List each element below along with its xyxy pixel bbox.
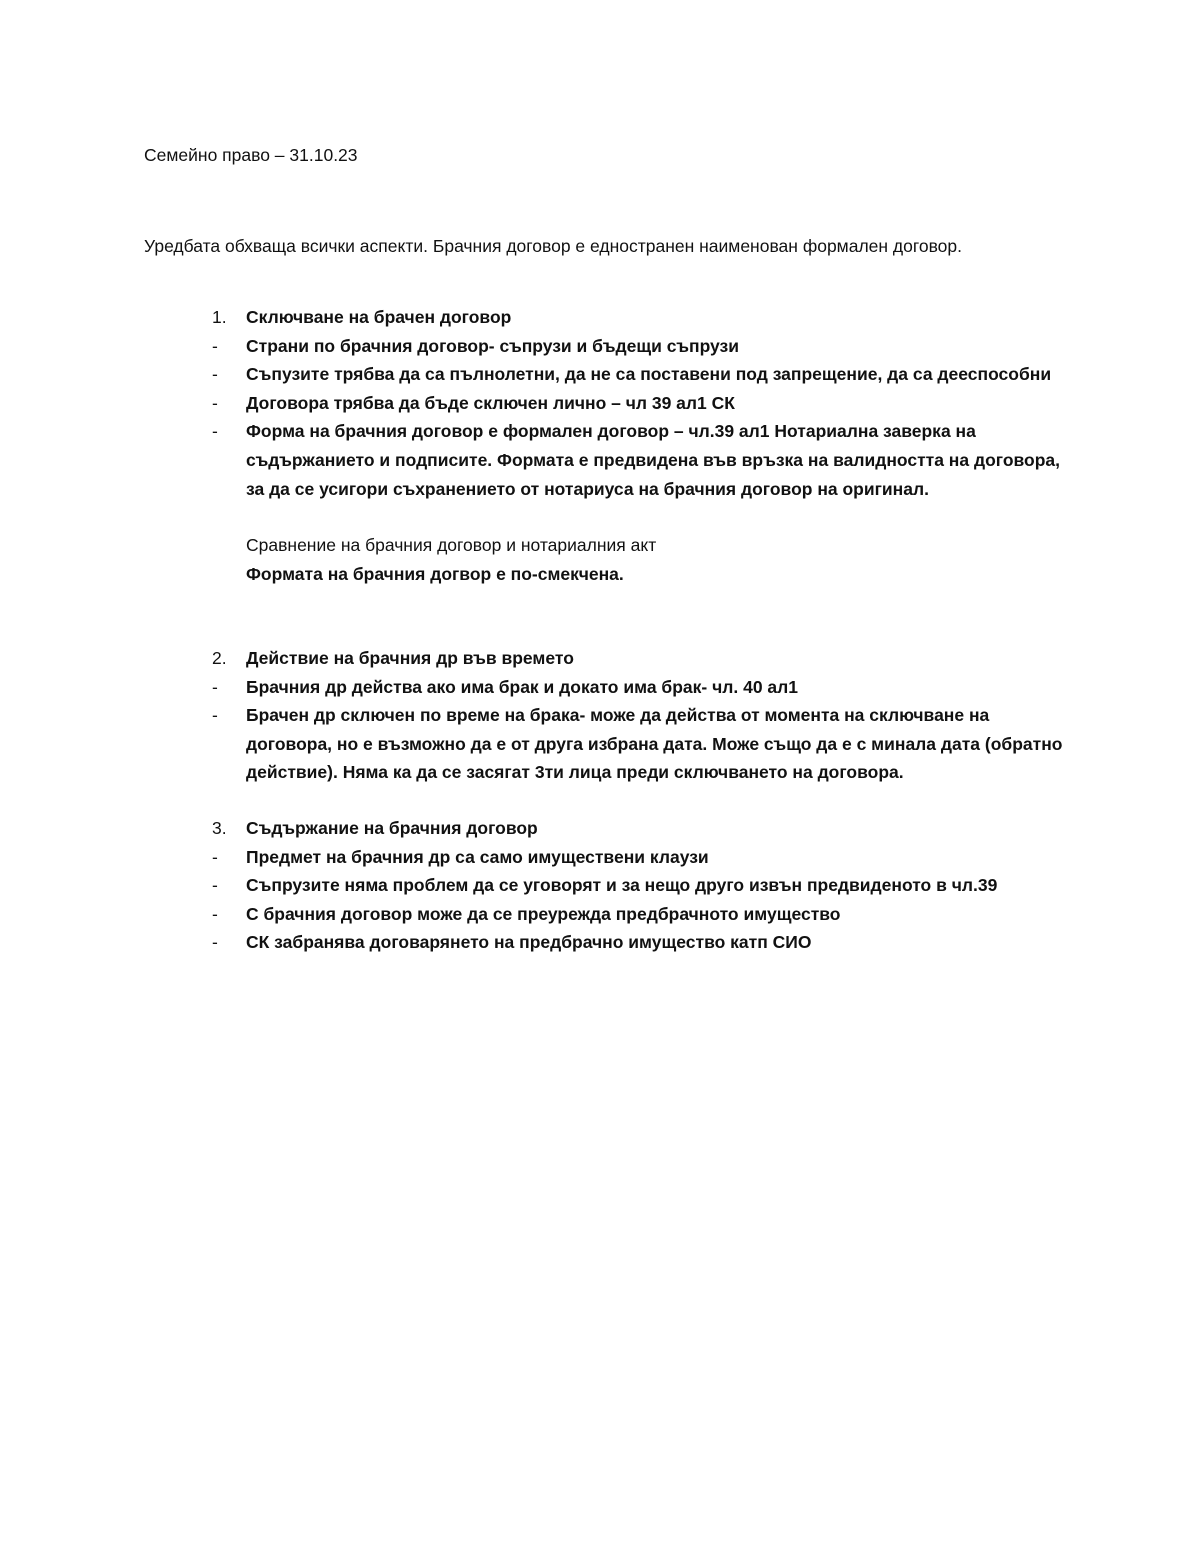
- section-heading-text: Съдържание на брачния договор: [246, 818, 538, 838]
- list-number: 3.: [212, 818, 227, 838]
- bullet-marker: -: [212, 335, 218, 356]
- section-3: [212, 814, 1072, 957]
- list-item-text: С брачния договор може да се преурежда предбрачното имущество: [246, 903, 841, 924]
- bullet-marker: -: [212, 676, 218, 697]
- list-item-text: Договора трябва да бъде сключен лично – чл 39 ал1 СК: [246, 392, 735, 413]
- list-item-text: СК забранява договарянето на предбрачно имущество катп СИО: [246, 932, 812, 953]
- bullet-marker: -: [212, 903, 218, 924]
- comparison-line: Сравнение на брачния договор и нотариалния акт: [246, 535, 657, 556]
- list-item: [212, 332, 1072, 361]
- section-heading-text: Сключване на брачен договор: [246, 307, 512, 327]
- list-item: [212, 843, 1072, 872]
- list-item: [212, 417, 1072, 503]
- comparison-note: [212, 531, 1072, 588]
- bullet-marker: -: [212, 875, 218, 896]
- section-heading: [212, 303, 1072, 332]
- list-item: [212, 389, 1072, 418]
- list-item: [212, 673, 1072, 702]
- section-heading: [212, 644, 1072, 673]
- list-number: 2.: [212, 648, 227, 668]
- list-item-text: Форма на брачния договор е формален договор – чл.39 ал1 Нотариална заверка на съдържанието и подписите. Формата е предвидена във връзка на валидността на договора, за да се усигори съхранението от нотариуса на брачния договор на оригинал.: [246, 421, 1061, 499]
- bullet-marker: -: [212, 392, 218, 413]
- section-2: [212, 644, 1072, 787]
- list-item-text: Съпузите трябва да са пълнолетни, да не са поставени под запрещение, да са дееспособни: [246, 364, 1052, 385]
- list-item-text: Предмет на брачния др са само имуществени клаузи: [246, 846, 709, 867]
- list-item: [212, 871, 1072, 900]
- list-item: [212, 701, 1072, 787]
- section-heading-text: Действие на брачния др във времето: [246, 648, 574, 668]
- section-1: [212, 303, 1072, 588]
- list-item: [212, 360, 1072, 389]
- bullet-marker: -: [212, 846, 218, 867]
- section-heading: [212, 814, 1072, 843]
- list-item: [212, 928, 1072, 957]
- bullet-marker: -: [212, 932, 218, 953]
- bullet-marker: -: [212, 705, 218, 726]
- comparison-line: Формата на брачния догвор е по-смекчена.: [246, 563, 624, 584]
- list-item-text: Брачен др сключен по време на брака- може да действа от момента на сключване на договора, но е възможно да е от друга избрана дата. Може също да е с минала дата (обратно действие). Няма ка да се засягат 3ти лица преди сключването на договора.: [246, 705, 1063, 783]
- bullet-marker: -: [212, 364, 218, 385]
- list-item-text: Брачния др действа ако има брак и докато има брак- чл. 40 ал1: [246, 676, 799, 697]
- bullet-marker: -: [212, 421, 218, 442]
- document-title: Семейно право – 31.10.23: [144, 145, 358, 165]
- list-item: [212, 900, 1072, 929]
- list-item-text: Съпрузите няма проблем да се уговорят и за нещо друго извън предвиденото в чл.39: [246, 875, 998, 896]
- list-item-text: Страни по брачния договор- съпрузи и бъдещи съпрузи: [246, 335, 739, 356]
- list-number: 1.: [212, 307, 227, 327]
- intro-paragraph: Уредбата обхваща всички аспекти. Брачния договор е едностранен наименован формален договор.: [144, 236, 963, 256]
